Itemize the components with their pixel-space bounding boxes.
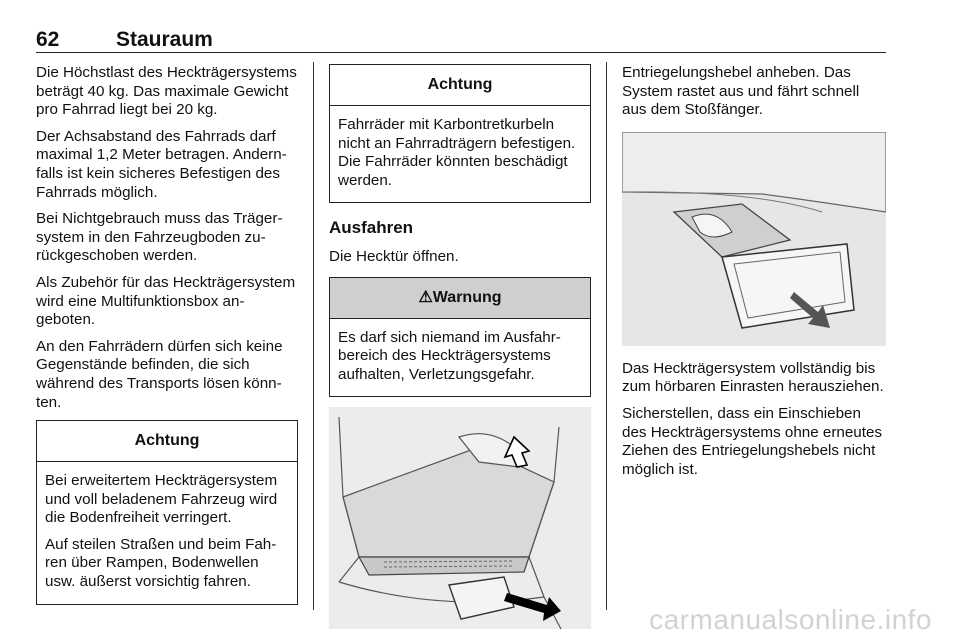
paragraph-axle-distance: Der Achsabstand des Fahrrads darf maximal 1,2 Meter betragen. Andernfalls ist kein sicheres Befestigen des Fahrrads möglich. [36,127,287,201]
page-number: 62 [36,28,60,51]
illustration-trunk-release-lever [329,407,591,629]
column-3 [622,64,886,487]
paragraph-push-back: Bei Nichtgebrauch muss das Trägersystem in den Fahrzeugboden zurückgeschoben werden. [36,210,283,265]
paragraph-open-tailgate: Die Hecktür öffnen. [329,247,459,265]
caution-title: Achtung [330,65,590,106]
paragraph-raise-lever: Entriegelungshebel anheben. Das System rastet aus und fährt schnell aus dem Stoßfänger. [622,64,860,119]
column-divider-left [313,62,314,610]
column-divider-right [606,62,607,610]
caution-box-ground-clearance [36,420,298,605]
watermark: carmanualsonline.info [649,604,932,635]
page-header [36,28,886,53]
warning-title: Warnung [432,288,502,306]
warning-text: Es darf sich niemand im Ausfahrbereich des Heckträgersystems aufhalten, Verletzungsgefahr. [338,328,561,383]
warning-header [330,278,590,319]
caution-text: Bei erweitertem Heckträgersystem und voll beladenem Fahrzeug wird die Bodenfreiheit verringert. [45,472,278,527]
paragraph-loose-items: An den Fahrrädern dürfen sich keine Gegenstände befinden, die sich während des Transports lösen könnten. [36,337,283,411]
section-heading: Ausfahren [329,218,414,238]
column-2 [329,64,591,629]
caution-box-carbon-cranks [329,64,591,203]
page-title: Stauraum [116,28,213,51]
caution-text: Fahrräder mit Karbontretkurbeln nicht an Fahrradträgern befestigen. Die Fahrräder könnten beschädigt werden. [338,116,576,189]
caution-text: Auf steilen Straßen und beim Fahren über Rampen, Bodenwellen usw. äußerst vorsichtig fahren. [45,535,277,591]
warning-box [329,277,591,398]
caution-title: Achtung [37,421,297,462]
column-1 [36,64,298,615]
paragraph-max-load: Die Höchstlast des Heckträgersystems beträgt 40 kg. Das maximale Gewicht pro Fahrrad liegt bei 20 kg. [36,64,297,119]
warning-triangle-icon: ⚠ [418,288,433,306]
illustration-rack-extended [622,132,886,346]
paragraph-check-lock: Sicherstellen, dass ein Einschieben des Heckträgersystems ohne erneutes Ziehen des Entriegelungshebels nicht möglich ist. [622,404,883,478]
paragraph-accessory-box: Als Zubehör für das Heckträgersystem wird eine Multifunktionsbox angeboten. [36,273,296,329]
paragraph-pull-out: Das Heckträgersystem vollständig bis zum hörbaren Einrasten herausziehen. [622,359,884,396]
